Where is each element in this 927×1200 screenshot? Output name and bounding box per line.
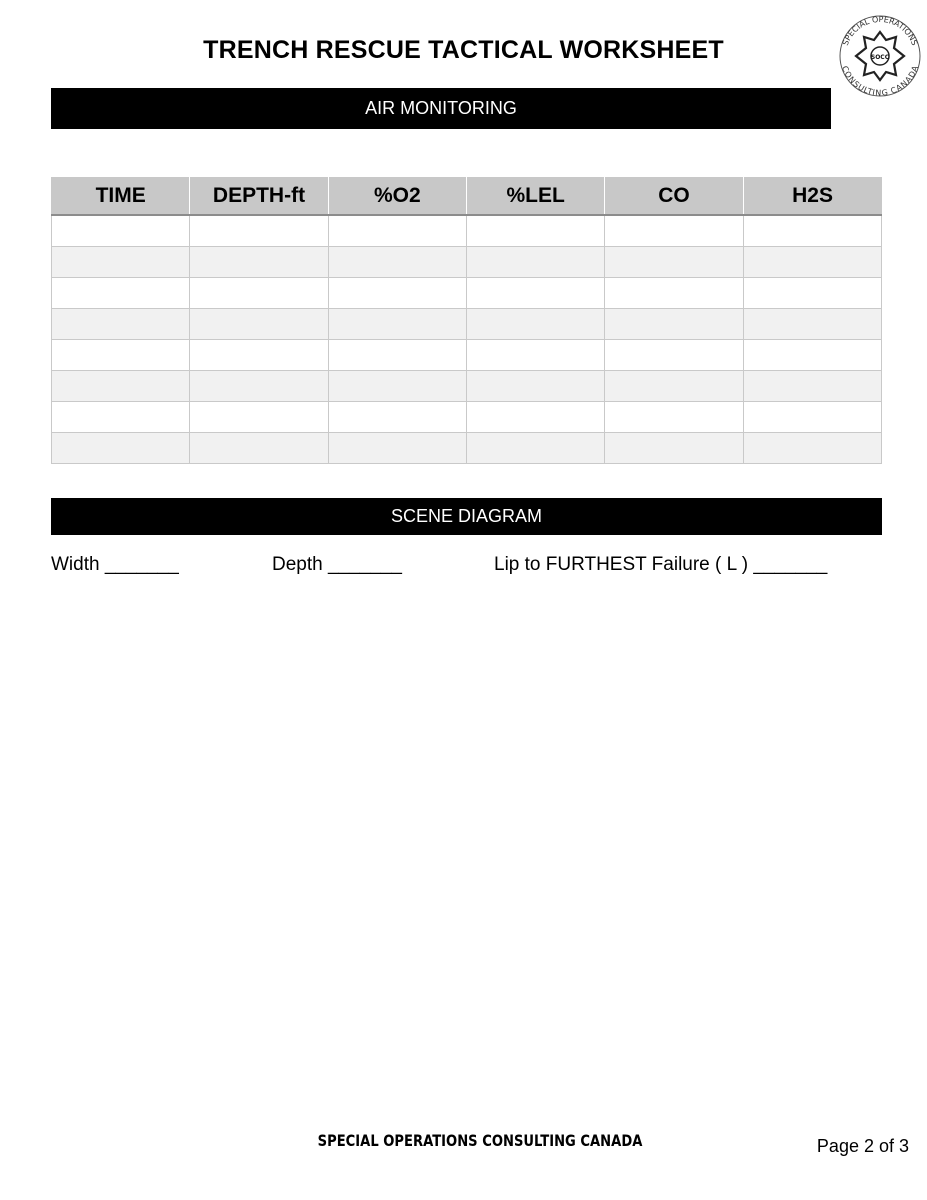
table-cell[interactable] xyxy=(605,278,743,309)
table-cell[interactable] xyxy=(52,402,190,433)
worksheet-title: TRENCH RESCUE TACTICAL WORKSHEET xyxy=(203,36,724,64)
table-cell[interactable] xyxy=(328,215,466,247)
socc-logo xyxy=(834,10,926,102)
table-row xyxy=(52,433,882,464)
table-cell[interactable] xyxy=(743,340,881,371)
table-cell[interactable] xyxy=(605,371,743,402)
column-header-co: CO xyxy=(605,177,743,215)
air-monitoring-table xyxy=(51,177,882,464)
table-cell[interactable] xyxy=(190,340,328,371)
table-cell[interactable] xyxy=(466,215,604,247)
table-cell[interactable] xyxy=(190,309,328,340)
lip-to-furthest-failure-field[interactable]: Lip to FURTHEST Failure ( L ) _______ xyxy=(494,554,828,575)
table-cell[interactable] xyxy=(743,433,881,464)
table-row xyxy=(52,278,882,309)
table-cell[interactable] xyxy=(190,278,328,309)
table-cell[interactable] xyxy=(190,247,328,278)
column-header-depth: DEPTH-ft xyxy=(190,177,328,215)
table-cell[interactable] xyxy=(52,371,190,402)
width-field[interactable]: Width _______ xyxy=(51,554,179,575)
table-cell[interactable] xyxy=(605,402,743,433)
column-header-h2s: H2S xyxy=(743,177,881,215)
column-header-o2: %O2 xyxy=(328,177,466,215)
table-cell[interactable] xyxy=(466,278,604,309)
table-cell[interactable] xyxy=(743,371,881,402)
table-cell[interactable] xyxy=(52,215,190,247)
table-cell[interactable] xyxy=(466,433,604,464)
footer-organization: SPECIAL OPERATIONS CONSULTING CANADA xyxy=(317,1131,643,1150)
logo-bottom-text: CONSULTING CANADA xyxy=(840,64,920,98)
table-cell[interactable] xyxy=(190,215,328,247)
column-header-time: TIME xyxy=(52,177,190,215)
table-cell[interactable] xyxy=(328,278,466,309)
table-cell[interactable] xyxy=(605,247,743,278)
table-cell[interactable] xyxy=(52,247,190,278)
table-row xyxy=(52,402,882,433)
table-cell[interactable] xyxy=(743,278,881,309)
table-cell[interactable] xyxy=(743,247,881,278)
table-header-row xyxy=(52,177,882,215)
table-cell[interactable] xyxy=(605,215,743,247)
table-cell[interactable] xyxy=(328,433,466,464)
table-cell[interactable] xyxy=(328,340,466,371)
table-cell[interactable] xyxy=(328,371,466,402)
table-cell[interactable] xyxy=(328,309,466,340)
table-cell[interactable] xyxy=(328,402,466,433)
air-monitoring-header: AIR MONITORING xyxy=(51,88,831,129)
column-header-lel: %LEL xyxy=(466,177,604,215)
table-cell[interactable] xyxy=(52,340,190,371)
table-cell[interactable] xyxy=(466,340,604,371)
table-cell[interactable] xyxy=(466,371,604,402)
table-cell[interactable] xyxy=(605,340,743,371)
table-cell[interactable] xyxy=(466,309,604,340)
depth-field[interactable]: Depth _______ xyxy=(272,554,402,575)
air-monitoring-rows xyxy=(52,215,882,464)
table-row xyxy=(52,247,882,278)
logo-center-text: SOCC xyxy=(870,54,890,61)
table-cell[interactable] xyxy=(190,402,328,433)
table-cell[interactable] xyxy=(743,402,881,433)
table-cell[interactable] xyxy=(466,247,604,278)
table-row xyxy=(52,309,882,340)
table-row xyxy=(52,215,882,247)
table-cell[interactable] xyxy=(328,247,466,278)
table-row xyxy=(52,371,882,402)
table-cell[interactable] xyxy=(743,215,881,247)
table-cell[interactable] xyxy=(190,371,328,402)
table-cell[interactable] xyxy=(190,433,328,464)
table-cell[interactable] xyxy=(743,309,881,340)
table-cell[interactable] xyxy=(605,433,743,464)
table-cell[interactable] xyxy=(605,309,743,340)
logo-top-text: SPECIAL OPERATIONS xyxy=(840,14,920,47)
maltese-cross-emblem-icon xyxy=(834,10,926,102)
scene-diagram-header: SCENE DIAGRAM xyxy=(51,498,882,535)
table-cell[interactable] xyxy=(52,278,190,309)
page-number: Page 2 of 3 xyxy=(816,1136,909,1156)
table-cell[interactable] xyxy=(466,402,604,433)
table-cell[interactable] xyxy=(52,309,190,340)
table-row xyxy=(52,340,882,371)
table-cell[interactable] xyxy=(52,433,190,464)
